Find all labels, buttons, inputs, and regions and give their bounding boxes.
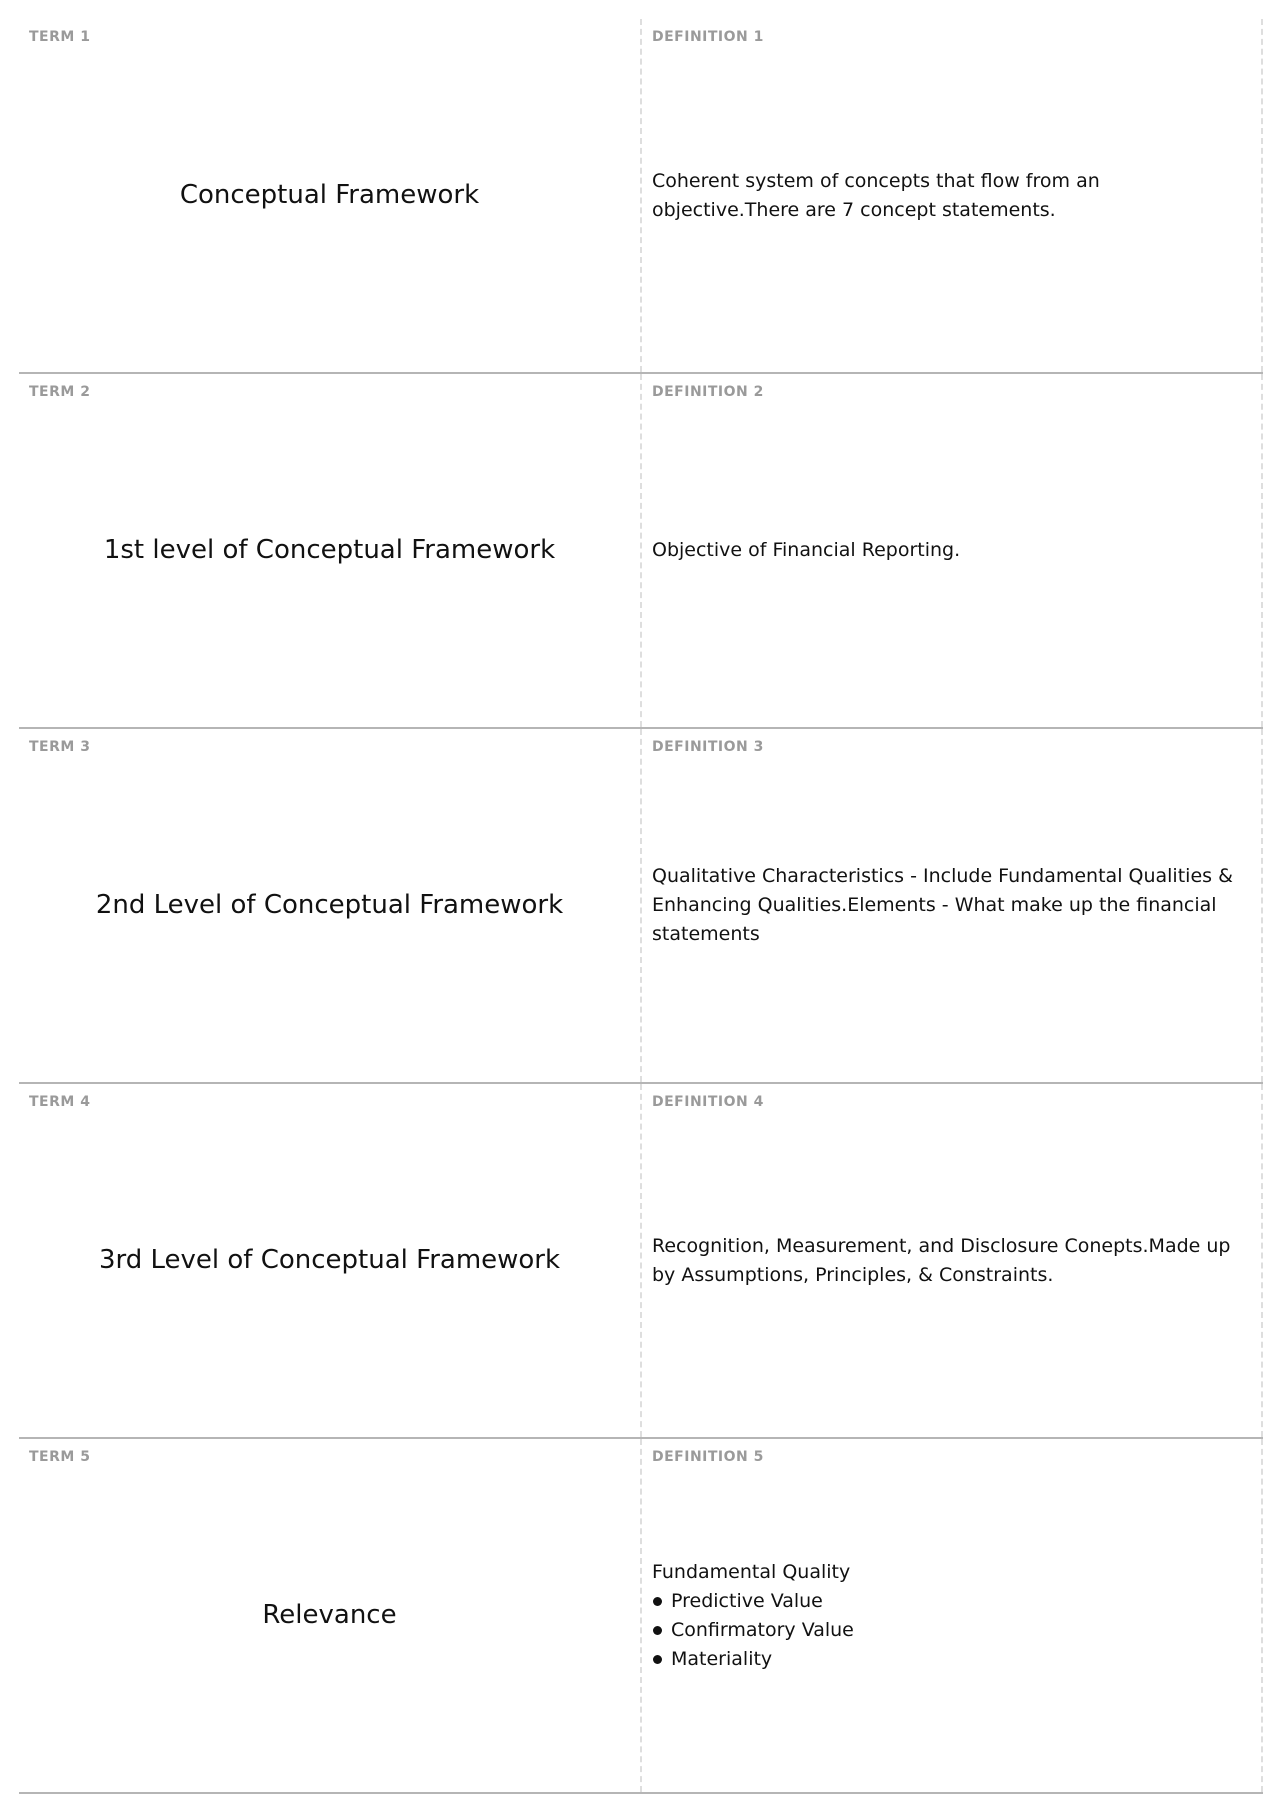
term-text: 3rd Level of Conceptual Framework [98,1244,561,1275]
definition-label: DEFINITION 4 [652,1094,764,1110]
definition-label: DEFINITION 3 [652,739,764,755]
definition-cell [642,1439,1263,1792]
term-text: 2nd Level of Conceptual Framework [95,889,564,920]
term-text: Relevance [262,1599,397,1630]
definition-label: DEFINITION 2 [652,384,764,400]
definition-cell [642,1084,1263,1437]
definition-label: DEFINITION 5 [652,1449,764,1465]
flashcard-row [19,1084,1263,1439]
definition-body [642,19,1261,372]
term-label: TERM 4 [29,1094,91,1110]
definition-cell [642,374,1263,727]
definition-cell [642,19,1263,372]
definition-bullet-list [652,1587,1251,1674]
term-cell [19,729,642,1082]
definition-text: Objective of Financial Reporting. [652,539,961,561]
term-cell [19,19,642,372]
definition-body [642,729,1261,1082]
term-text: Conceptual Framework [179,179,480,210]
term-label: TERM 1 [29,29,91,45]
definition-text: Coherent system of concepts that flow from an objective.There are 7 concept statements. [652,169,1100,221]
definition-text: Fundamental Quality [652,1560,851,1583]
list-item: Predictive Value [652,1587,1251,1616]
definition-body [642,1084,1261,1437]
term-text: 1st level of Conceptual Framework [103,534,556,565]
list-item: Materiality [652,1645,1251,1674]
flashcard-row [19,1439,1263,1794]
list-item: Confirmatory Value [652,1616,1251,1645]
term-cell [19,374,642,727]
term-cell [19,1084,642,1437]
term-cell [19,1439,642,1792]
flashcard-row [19,374,1263,729]
definition-label: DEFINITION 1 [652,29,764,45]
term-label: TERM 5 [29,1449,91,1465]
definition-body [642,374,1261,727]
definition-body [642,1439,1261,1792]
definition-text: Recognition, Measurement, and Disclosure Conepts.Made up by Assumptions, Principles, & Constraints. [652,1234,1231,1286]
definition-text: Qualitative Characteristics - Include Fundamental Qualities & Enhancing Qualities.Elements - What make up the financial statements [652,865,1233,945]
flashcard-row [19,19,1263,374]
flashcard-row [19,729,1263,1084]
term-label: TERM 2 [29,384,91,400]
definition-cell [642,729,1263,1082]
term-label: TERM 3 [29,739,91,755]
flashcard-sheet [19,19,1263,1794]
